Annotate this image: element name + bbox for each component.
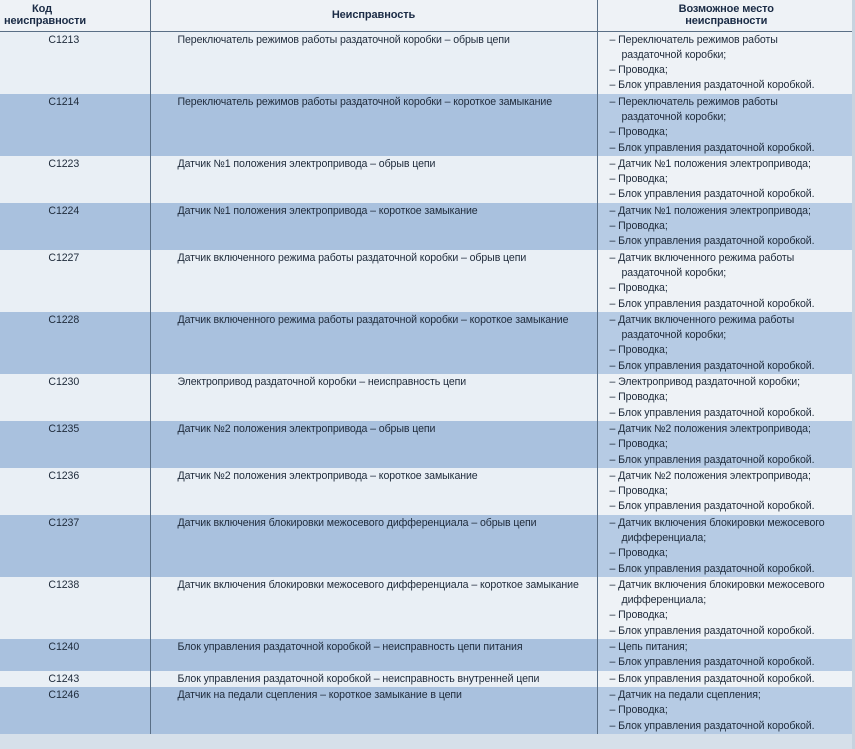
fault-description: Электропривод раздаточной коробки – неисправность цепи <box>150 374 597 421</box>
fault-location-item: – Датчик на педали сцепления; <box>609 688 761 701</box>
header-code-line-1: Код <box>32 2 52 15</box>
fault-location-item: – Проводка; <box>609 547 668 560</box>
fault-location-item: – Датчик №1 положения электропривода; <box>609 157 811 170</box>
fault-location-item: – Датчик №1 положения электропривода; <box>609 204 811 217</box>
fault-location-item: раздаточной коробки; <box>621 110 727 123</box>
fault-code: C1237 <box>0 515 150 577</box>
fault-description: Датчик на педали сцепления – короткое замыкание в цепи <box>150 687 597 734</box>
fault-description: Датчик включения блокировки межосевого дифференциала – обрыв цепи <box>150 515 597 577</box>
fault-location-item: – Проводка; <box>609 220 668 233</box>
fault-location-item: – Блок управления раздаточной коробкой. <box>609 188 815 201</box>
table-row <box>0 577 855 639</box>
fault-location-item: – Электропривод раздаточной коробки; <box>609 376 800 389</box>
fault-location-item: – Проводка; <box>609 282 668 295</box>
table-row <box>0 250 855 312</box>
fault-code: C1214 <box>0 94 150 156</box>
header-code-line-2: неисправности <box>4 15 87 28</box>
table-body <box>0 31 855 734</box>
fault-location-item: раздаточной коробки; <box>621 329 727 342</box>
fault-location-item: – Датчик включения блокировки межосевого <box>609 578 825 591</box>
header-place <box>597 0 855 31</box>
fault-location-item: – Датчик включенного режима работы <box>609 313 795 326</box>
fault-location-item: – Блок управления раздаточной коробкой. <box>609 562 815 575</box>
fault-location-item: – Датчик включенного режима работы <box>609 251 795 264</box>
fault-location-item: дифференциала; <box>621 532 707 544</box>
table-row <box>0 671 855 687</box>
fault-code: C1227 <box>0 250 150 312</box>
fault-description: Переключатель режимов работы раздаточной коробки – короткое замыкание <box>150 94 597 156</box>
fault-location-list <box>597 156 855 203</box>
fault-location-item: – Проводка; <box>609 438 668 451</box>
header-code <box>0 0 150 31</box>
fault-location-item: – Блок управления раздаточной коробкой. <box>609 406 815 419</box>
fault-location-item: – Блок управления раздаточной коробкой. <box>609 297 815 310</box>
fault-location-list <box>597 31 855 94</box>
table-row <box>0 515 855 577</box>
table-row <box>0 374 855 421</box>
fault-location-item: – Блок управления раздаточной коробкой. <box>609 235 815 248</box>
fault-location-item: – Блок управления раздаточной коробкой. <box>609 500 815 513</box>
table-row <box>0 312 855 374</box>
fault-code: C1246 <box>0 687 150 734</box>
fault-code: C1228 <box>0 312 150 374</box>
fault-code: C1238 <box>0 577 150 639</box>
table-header <box>0 0 855 31</box>
fault-location-item: – Цепь питания; <box>609 641 688 654</box>
fault-location-item: – Блок управления раздаточной коробкой. <box>609 624 815 637</box>
fault-location-list <box>597 577 855 639</box>
fault-location-item: – Блок управления раздаточной коробкой. <box>609 672 815 685</box>
fault-location-item: – Проводка; <box>609 391 668 404</box>
fault-location-item: – Переключатель режимов работы <box>609 33 778 46</box>
fault-location-list <box>597 94 855 156</box>
header-place-line-1: Возможное место <box>678 2 774 15</box>
fault-description: Датчик включенного режима работы раздаточной коробки – обрыв цепи <box>150 250 597 312</box>
header-fault: Неисправность <box>150 0 597 31</box>
fault-location-list <box>597 687 855 734</box>
fault-code: C1240 <box>0 639 150 671</box>
table-row <box>0 203 855 250</box>
table-row <box>0 468 855 515</box>
table-row <box>0 639 855 671</box>
fault-location-list <box>597 468 855 515</box>
fault-location-item: – Блок управления раздаточной коробкой. <box>609 719 815 732</box>
fault-code: C1235 <box>0 421 150 468</box>
fault-location-item: – Блок управления раздаточной коробкой. <box>609 656 815 669</box>
fault-description: Датчик включения блокировки межосевого дифференциала – короткое замыкание <box>150 577 597 639</box>
fault-location-item: – Датчик включения блокировки межосевого <box>609 516 825 529</box>
fault-code: C1243 <box>0 671 150 687</box>
fault-location-item: – Датчик №2 положения электропривода; <box>609 422 811 435</box>
fault-location-list <box>597 312 855 374</box>
fault-description: Датчик №2 положения электропривода – короткое замыкание <box>150 468 597 515</box>
fault-description: Датчик №2 положения электропривода – обрыв цепи <box>150 421 597 468</box>
fault-code: C1230 <box>0 374 150 421</box>
table-row <box>0 156 855 203</box>
fault-location-item: – Блок управления раздаточной коробкой. <box>609 453 815 466</box>
table-row <box>0 94 855 156</box>
fault-location-item: – Переключатель режимов работы <box>609 95 778 108</box>
fault-location-item: – Проводка; <box>609 609 668 622</box>
fault-description: Датчик №1 положения электропривода – короткое замыкание <box>150 203 597 250</box>
fault-location-item: – Датчик №2 положения электропривода; <box>609 469 811 482</box>
fault-location-item: – Блок управления раздаточной коробкой. <box>609 79 815 92</box>
fault-location-item: – Проводка; <box>609 704 668 717</box>
fault-description: Датчик включенного режима работы раздаточной коробки – короткое замыкание <box>150 312 597 374</box>
table-row <box>0 421 855 468</box>
fault-location-item: – Блок управления раздаточной коробкой. <box>609 141 815 154</box>
fault-location-list <box>597 421 855 468</box>
fault-location-list <box>597 374 855 421</box>
fault-description: Блок управления раздаточной коробкой – неисправность внутренней цепи <box>150 671 597 687</box>
fault-code: C1213 <box>0 31 150 94</box>
fault-location-list <box>597 639 855 671</box>
fault-location-item: раздаточной коробки; <box>621 266 727 279</box>
fault-location-list <box>597 250 855 312</box>
fault-description: Датчик №1 положения электропривода – обрыв цепи <box>150 156 597 203</box>
fault-location-item: дифференциала; <box>621 594 707 607</box>
fault-description: Переключатель режимов работы раздаточной коробки – обрыв цепи <box>150 31 597 94</box>
table-row <box>0 687 855 734</box>
fault-location-item: раздаточной коробки; <box>621 48 727 61</box>
fault-code: C1236 <box>0 468 150 515</box>
fault-location-list <box>597 671 855 687</box>
fault-code: C1223 <box>0 156 150 203</box>
fault-location-item: – Проводка; <box>609 173 668 186</box>
table-row <box>0 31 855 94</box>
fault-location-item: – Блок управления раздаточной коробкой. <box>609 359 815 372</box>
fault-code: C1224 <box>0 203 150 250</box>
fault-location-list <box>597 203 855 250</box>
fault-location-item: – Проводка; <box>609 64 668 77</box>
fault-location-item: – Проводка; <box>609 344 668 357</box>
fault-description: Блок управления раздаточной коробкой – неисправность цепи питания <box>150 639 597 671</box>
fault-location-list <box>597 515 855 577</box>
fault-location-item: – Проводка; <box>609 485 668 498</box>
header-place-line-2: неисправности <box>685 15 768 28</box>
fault-location-item: – Проводка; <box>609 126 668 139</box>
